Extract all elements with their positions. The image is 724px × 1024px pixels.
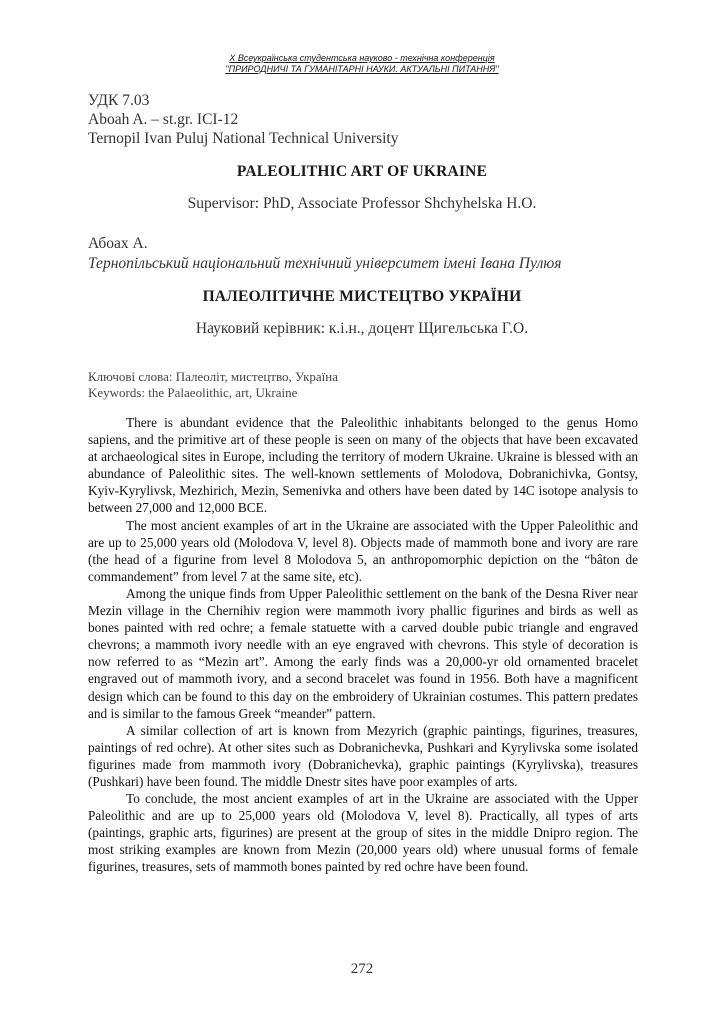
author-english: Aboah A. – st.gr. ICI-12: [88, 111, 239, 128]
article-body: [88, 414, 638, 876]
supervisor-ukrainian: Науковий керівник: к.і.н., доцент Щигельська Г.О.: [195, 320, 529, 337]
udk-code: УДК 7.03: [88, 92, 150, 109]
keywords-english: Keywords: the Palaeolithic, art, Ukraine: [88, 385, 298, 400]
conference-name: X Всеукраїнська студентська науково - технічна конференція: [229, 53, 495, 63]
conference-theme: "ПРИРОДНИЧІ ТА ГУМАНІТАРНІ НАУКИ. АКТУАЛЬНІ ПИТАННЯ": [225, 64, 499, 74]
university-english: Ternopil Ivan Puluj National Technical University: [88, 130, 399, 147]
title-english: PALEOLITHIC ART OF UKRAINE: [236, 163, 488, 180]
university-ukrainian: Тернопільський національний технічний університет імені Івана Пулюя: [88, 255, 562, 272]
paragraph: There is abundant evidence that the Paleolithic inhabitants belonged to the genus Homo sapiens, and the primitive art of these people is seen on many of the objects that have been excavated at archaeological sites in Europe, including the territory of modern Ukraine. Ukraine is blessed with an abundance of Paleolithic sites. The well-known settlements of Molodova, Dobranichivka, Gontsy, Kyiv-Kyrylivsk, Mezhirich, Mezin, Semenivka and others have been dated by 14C isotope analysis to between 27,000 and 12,000 BCE.: [88, 415, 638, 516]
paragraph: Among the unique finds from Upper Paleolithic settlement on the bank of the Desna River near Mezin village in the Chernihiv region were mammoth ivory phallic figurines and birds as well as bones painted with red ochre; a female statuette with a carved double pubic triangle and engraved chevrons; a mammoth ivory needle with an eye engraved with chevrons. This style of decoration is now referred to as “Mezin art”. Among the early finds was a 20,000-yr old ornamented bracelet engraved out of mammoth ivory, and a second bracelet was found in 1956. Both have a magnificent design which can be found to this day on the embroidery of Ukrainian costumes. This pattern predates and is similar to the famous Greek “meander” pattern.: [88, 585, 638, 721]
conference-header: [0, 53, 724, 75]
supervisor-english: Supervisor: PhD, Associate Professor Shchyhelska H.O.: [187, 195, 537, 212]
paragraph: A similar collection of art is known from Mezyrich (graphic paintings, figurines, treasures, paintings of red ochre). At other sites such as Dobranichevka, Pushkari and Kyrylivska some isolated figurines made from mammoth ivory (Dobranichevka), graphic paintings (Kyrylivska), treasures (Pushkari) have been found. The middle Dnestr sites have poor examples of arts.: [88, 722, 638, 789]
title-ukrainian: ПАЛЕОЛІТИЧНЕ МИСТЕЦТВО УКРАЇНИ: [202, 288, 522, 305]
keywords-ukrainian: Ключові слова: Палеоліт, мистецтво, Україна: [88, 369, 339, 384]
paragraph: The most ancient examples of art in the Ukraine are associated with the Upper Paleolithic and are up to 25,000 years old (Molodova V, level 8). Objects made of mammoth bone and ivory are rare (the head of a figurine from level 8 Molodova 5, an anthropomorphic depiction on the “bâton de commandement” from level 7 at the same site, etc).: [88, 517, 638, 584]
page-number: 272: [350, 961, 374, 977]
paragraph: To conclude, the most ancient examples of art in the Ukraine are associated with the Upper Paleolithic and are up to 25,000 years old (Molodova V, level 8). Practically, all types of arts (paintings, graphic arts, figurines) are present at the group of sites in the middle Dnipro region. The most striking examples are known from Mezin (20,000 years old) where unusual forms of female figurines, treasures, sets of mammoth bones painted by red ochre have been found.: [88, 791, 638, 875]
author-ukrainian: Абоах А.: [88, 235, 148, 252]
